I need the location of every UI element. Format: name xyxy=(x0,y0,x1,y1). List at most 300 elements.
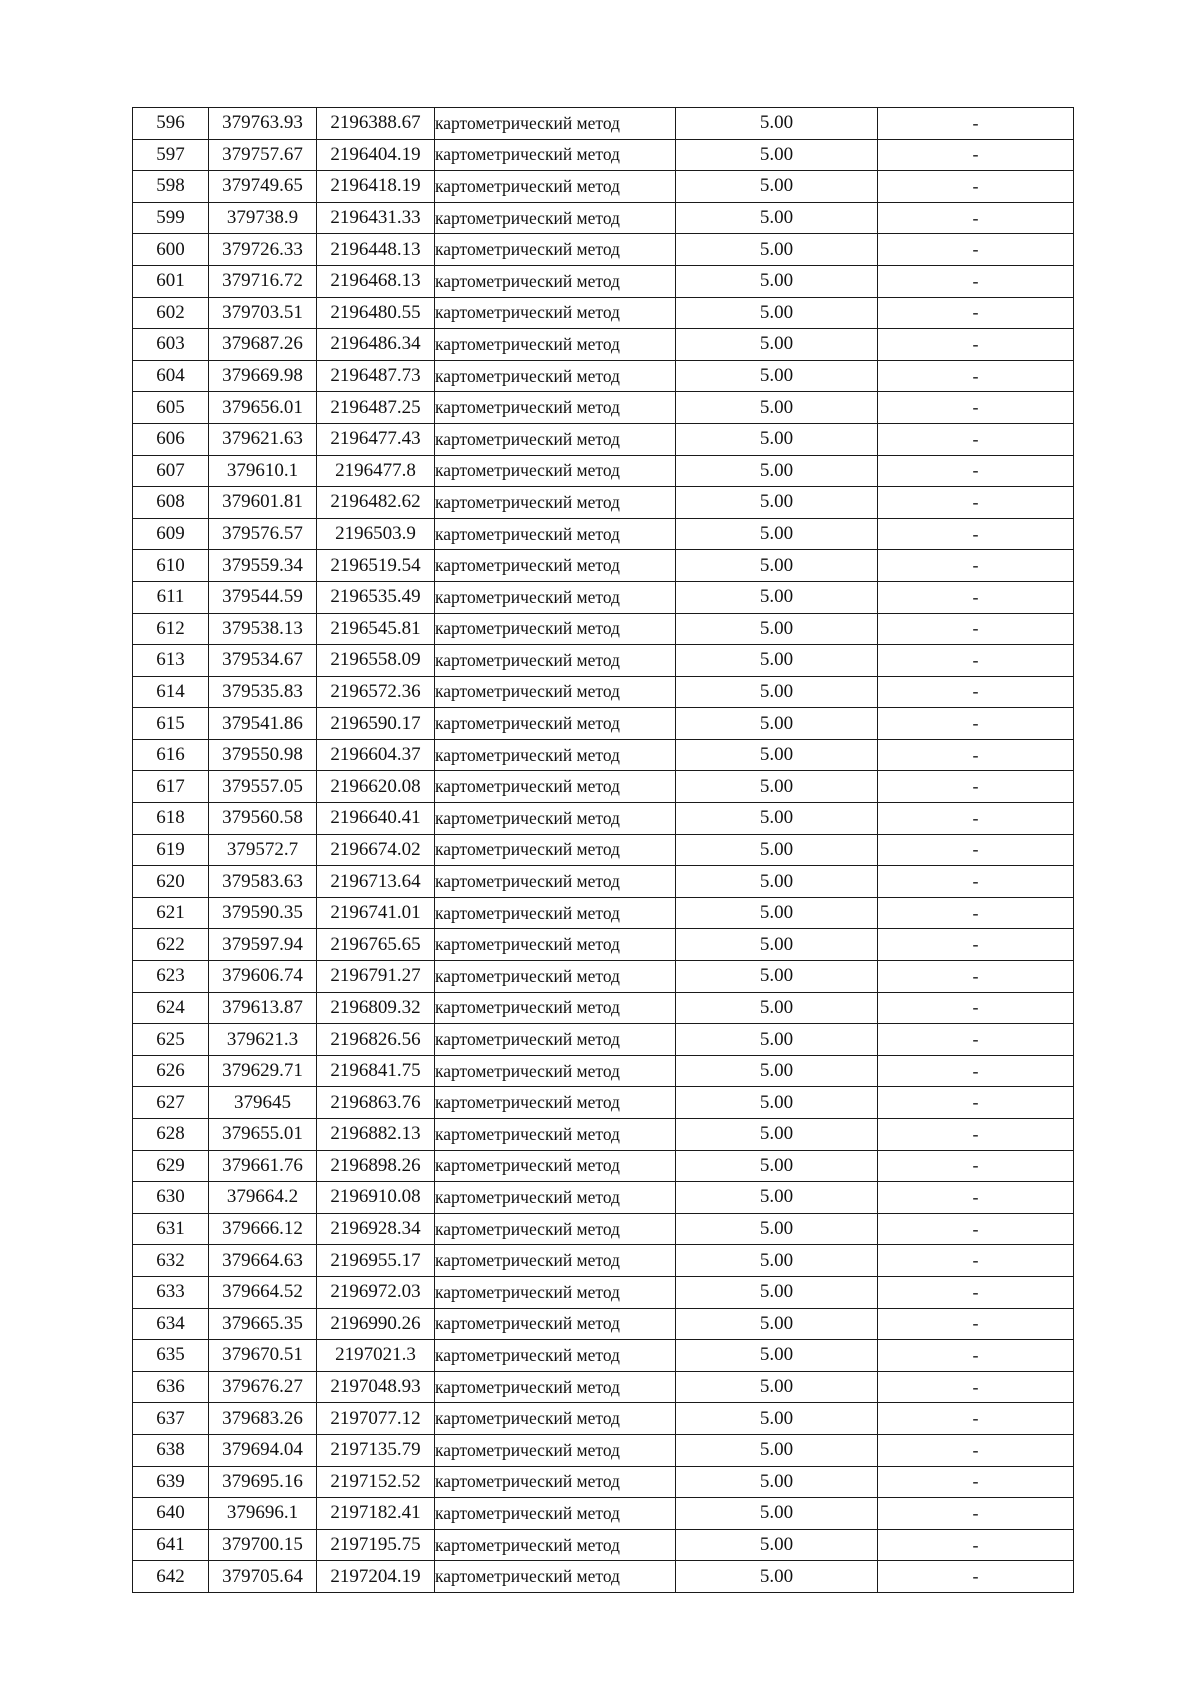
table-row xyxy=(133,613,1074,645)
description-cell: - xyxy=(878,1498,1074,1530)
table-row xyxy=(133,139,1074,171)
accuracy-cell: 5.00 xyxy=(676,1498,878,1530)
x-coordinate-cell: 379557.05 xyxy=(209,771,317,803)
method-cell: картометрический метод xyxy=(435,1340,676,1372)
description-cell: - xyxy=(878,992,1074,1024)
y-coordinate-cell: 2197048.93 xyxy=(317,1371,435,1403)
y-coordinate-cell: 2196841.75 xyxy=(317,1055,435,1087)
y-coordinate-cell: 2196590.17 xyxy=(317,708,435,740)
accuracy-cell: 5.00 xyxy=(676,1024,878,1056)
table-row xyxy=(133,708,1074,740)
method-cell: картометрический метод xyxy=(435,108,676,140)
method-cell: картометрический метод xyxy=(435,834,676,866)
y-coordinate-cell: 2196791.27 xyxy=(317,961,435,993)
accuracy-cell: 5.00 xyxy=(676,1213,878,1245)
accuracy-cell: 5.00 xyxy=(676,1150,878,1182)
table-row xyxy=(133,1182,1074,1214)
y-coordinate-cell: 2196468.13 xyxy=(317,265,435,297)
method-cell: картометрический метод xyxy=(435,708,676,740)
description-cell: - xyxy=(878,550,1074,582)
description-cell: - xyxy=(878,739,1074,771)
accuracy-cell: 5.00 xyxy=(676,1403,878,1435)
table-row xyxy=(133,423,1074,455)
x-coordinate-cell: 379726.33 xyxy=(209,234,317,266)
accuracy-cell: 5.00 xyxy=(676,329,878,361)
x-coordinate-cell: 379716.72 xyxy=(209,265,317,297)
point-number-cell: 604 xyxy=(133,360,209,392)
y-coordinate-cell: 2196898.26 xyxy=(317,1150,435,1182)
y-coordinate-cell: 2196486.34 xyxy=(317,329,435,361)
table-row xyxy=(133,550,1074,582)
point-number-cell: 614 xyxy=(133,676,209,708)
y-coordinate-cell: 2196487.73 xyxy=(317,360,435,392)
y-coordinate-cell: 2196418.19 xyxy=(317,171,435,203)
description-cell: - xyxy=(878,1340,1074,1372)
method-cell: картометрический метод xyxy=(435,297,676,329)
point-number-cell: 602 xyxy=(133,297,209,329)
x-coordinate-cell: 379613.87 xyxy=(209,992,317,1024)
method-cell: картометрический метод xyxy=(435,360,676,392)
x-coordinate-cell: 379590.35 xyxy=(209,897,317,929)
method-cell: картометрический метод xyxy=(435,1213,676,1245)
accuracy-cell: 5.00 xyxy=(676,487,878,519)
table-row xyxy=(133,1245,1074,1277)
table-row xyxy=(133,1055,1074,1087)
accuracy-cell: 5.00 xyxy=(676,518,878,550)
x-coordinate-cell: 379656.01 xyxy=(209,392,317,424)
point-number-cell: 624 xyxy=(133,992,209,1024)
table-row xyxy=(133,1529,1074,1561)
point-number-cell: 617 xyxy=(133,771,209,803)
x-coordinate-cell: 379629.71 xyxy=(209,1055,317,1087)
x-coordinate-cell: 379606.74 xyxy=(209,961,317,993)
description-cell: - xyxy=(878,1119,1074,1151)
y-coordinate-cell: 2196882.13 xyxy=(317,1119,435,1151)
description-cell: - xyxy=(878,139,1074,171)
y-coordinate-cell: 2197204.19 xyxy=(317,1561,435,1593)
point-number-cell: 641 xyxy=(133,1529,209,1561)
method-cell: картометрический метод xyxy=(435,897,676,929)
table-row xyxy=(133,961,1074,993)
table-row xyxy=(133,676,1074,708)
description-cell: - xyxy=(878,1276,1074,1308)
y-coordinate-cell: 2197152.52 xyxy=(317,1466,435,1498)
description-cell: - xyxy=(878,708,1074,740)
description-cell: - xyxy=(878,1182,1074,1214)
method-cell: картометрический метод xyxy=(435,676,676,708)
y-coordinate-cell: 2196765.65 xyxy=(317,929,435,961)
accuracy-cell: 5.00 xyxy=(676,613,878,645)
accuracy-cell: 5.00 xyxy=(676,108,878,140)
accuracy-cell: 5.00 xyxy=(676,139,878,171)
table-row xyxy=(133,992,1074,1024)
x-coordinate-cell: 379576.57 xyxy=(209,518,317,550)
description-cell: - xyxy=(878,1434,1074,1466)
y-coordinate-cell: 2196863.76 xyxy=(317,1087,435,1119)
accuracy-cell: 5.00 xyxy=(676,676,878,708)
x-coordinate-cell: 379645 xyxy=(209,1087,317,1119)
accuracy-cell: 5.00 xyxy=(676,992,878,1024)
x-coordinate-cell: 379601.81 xyxy=(209,487,317,519)
y-coordinate-cell: 2196910.08 xyxy=(317,1182,435,1214)
table-row xyxy=(133,202,1074,234)
point-number-cell: 599 xyxy=(133,202,209,234)
x-coordinate-cell: 379661.76 xyxy=(209,1150,317,1182)
y-coordinate-cell: 2196482.62 xyxy=(317,487,435,519)
y-coordinate-cell: 2196640.41 xyxy=(317,803,435,835)
point-number-cell: 627 xyxy=(133,1087,209,1119)
point-number-cell: 603 xyxy=(133,329,209,361)
table-row xyxy=(133,108,1074,140)
table-row xyxy=(133,1213,1074,1245)
method-cell: картометрический метод xyxy=(435,518,676,550)
method-cell: картометрический метод xyxy=(435,1498,676,1530)
y-coordinate-cell: 2197182.41 xyxy=(317,1498,435,1530)
table-row xyxy=(133,329,1074,361)
accuracy-cell: 5.00 xyxy=(676,581,878,613)
point-number-cell: 610 xyxy=(133,550,209,582)
y-coordinate-cell: 2196545.81 xyxy=(317,613,435,645)
y-coordinate-cell: 2196741.01 xyxy=(317,897,435,929)
description-cell: - xyxy=(878,234,1074,266)
y-coordinate-cell: 2196480.55 xyxy=(317,297,435,329)
coordinates-table xyxy=(132,107,1074,1593)
x-coordinate-cell: 379534.67 xyxy=(209,645,317,677)
description-cell: - xyxy=(878,771,1074,803)
accuracy-cell: 5.00 xyxy=(676,1561,878,1593)
y-coordinate-cell: 2196431.33 xyxy=(317,202,435,234)
point-number-cell: 637 xyxy=(133,1403,209,1435)
description-cell: - xyxy=(878,613,1074,645)
method-cell: картометрический метод xyxy=(435,455,676,487)
method-cell: картометрический метод xyxy=(435,1182,676,1214)
x-coordinate-cell: 379538.13 xyxy=(209,613,317,645)
method-cell: картометрический метод xyxy=(435,202,676,234)
description-cell: - xyxy=(878,360,1074,392)
method-cell: картометрический метод xyxy=(435,645,676,677)
accuracy-cell: 5.00 xyxy=(676,234,878,266)
table-row xyxy=(133,1024,1074,1056)
point-number-cell: 632 xyxy=(133,1245,209,1277)
table-row xyxy=(133,929,1074,961)
accuracy-cell: 5.00 xyxy=(676,961,878,993)
y-coordinate-cell: 2196535.49 xyxy=(317,581,435,613)
x-coordinate-cell: 379665.35 xyxy=(209,1308,317,1340)
x-coordinate-cell: 379655.01 xyxy=(209,1119,317,1151)
description-cell: - xyxy=(878,1024,1074,1056)
point-number-cell: 631 xyxy=(133,1213,209,1245)
point-number-cell: 606 xyxy=(133,423,209,455)
point-number-cell: 629 xyxy=(133,1150,209,1182)
x-coordinate-cell: 379676.27 xyxy=(209,1371,317,1403)
description-cell: - xyxy=(878,265,1074,297)
table-row xyxy=(133,803,1074,835)
description-cell: - xyxy=(878,171,1074,203)
point-number-cell: 636 xyxy=(133,1371,209,1403)
accuracy-cell: 5.00 xyxy=(676,1087,878,1119)
method-cell: картометрический метод xyxy=(435,1561,676,1593)
method-cell: картометрический метод xyxy=(435,613,676,645)
accuracy-cell: 5.00 xyxy=(676,265,878,297)
x-coordinate-cell: 379669.98 xyxy=(209,360,317,392)
x-coordinate-cell: 379683.26 xyxy=(209,1403,317,1435)
point-number-cell: 633 xyxy=(133,1276,209,1308)
y-coordinate-cell: 2196928.34 xyxy=(317,1213,435,1245)
accuracy-cell: 5.00 xyxy=(676,423,878,455)
method-cell: картометрический метод xyxy=(435,1434,676,1466)
accuracy-cell: 5.00 xyxy=(676,455,878,487)
accuracy-cell: 5.00 xyxy=(676,803,878,835)
x-coordinate-cell: 379541.86 xyxy=(209,708,317,740)
method-cell: картометрический метод xyxy=(435,1245,676,1277)
table-row xyxy=(133,834,1074,866)
table-row xyxy=(133,234,1074,266)
y-coordinate-cell: 2196503.9 xyxy=(317,518,435,550)
description-cell: - xyxy=(878,961,1074,993)
accuracy-cell: 5.00 xyxy=(676,834,878,866)
method-cell: картометрический метод xyxy=(435,929,676,961)
accuracy-cell: 5.00 xyxy=(676,866,878,898)
accuracy-cell: 5.00 xyxy=(676,1466,878,1498)
point-number-cell: 616 xyxy=(133,739,209,771)
method-cell: картометрический метод xyxy=(435,1119,676,1151)
table-row xyxy=(133,1371,1074,1403)
point-number-cell: 611 xyxy=(133,581,209,613)
method-cell: картометрический метод xyxy=(435,423,676,455)
table-row xyxy=(133,866,1074,898)
x-coordinate-cell: 379621.63 xyxy=(209,423,317,455)
point-number-cell: 642 xyxy=(133,1561,209,1593)
point-number-cell: 628 xyxy=(133,1119,209,1151)
table-row xyxy=(133,771,1074,803)
point-number-cell: 626 xyxy=(133,1055,209,1087)
point-number-cell: 630 xyxy=(133,1182,209,1214)
accuracy-cell: 5.00 xyxy=(676,1529,878,1561)
point-number-cell: 639 xyxy=(133,1466,209,1498)
table-row xyxy=(133,171,1074,203)
method-cell: картометрический метод xyxy=(435,1308,676,1340)
point-number-cell: 619 xyxy=(133,834,209,866)
accuracy-cell: 5.00 xyxy=(676,739,878,771)
y-coordinate-cell: 2196713.64 xyxy=(317,866,435,898)
description-cell: - xyxy=(878,1055,1074,1087)
y-coordinate-cell: 2196674.02 xyxy=(317,834,435,866)
description-cell: - xyxy=(878,1245,1074,1277)
x-coordinate-cell: 379610.1 xyxy=(209,455,317,487)
accuracy-cell: 5.00 xyxy=(676,645,878,677)
x-coordinate-cell: 379670.51 xyxy=(209,1340,317,1372)
description-cell: - xyxy=(878,803,1074,835)
x-coordinate-cell: 379757.67 xyxy=(209,139,317,171)
point-number-cell: 598 xyxy=(133,171,209,203)
table-row xyxy=(133,392,1074,424)
accuracy-cell: 5.00 xyxy=(676,550,878,582)
point-number-cell: 600 xyxy=(133,234,209,266)
description-cell: - xyxy=(878,1403,1074,1435)
x-coordinate-cell: 379703.51 xyxy=(209,297,317,329)
x-coordinate-cell: 379700.15 xyxy=(209,1529,317,1561)
method-cell: картометрический метод xyxy=(435,139,676,171)
method-cell: картометрический метод xyxy=(435,581,676,613)
point-number-cell: 607 xyxy=(133,455,209,487)
description-cell: - xyxy=(878,455,1074,487)
x-coordinate-cell: 379544.59 xyxy=(209,581,317,613)
method-cell: картометрический метод xyxy=(435,739,676,771)
method-cell: картометрический метод xyxy=(435,550,676,582)
accuracy-cell: 5.00 xyxy=(676,1276,878,1308)
description-cell: - xyxy=(878,423,1074,455)
method-cell: картометрический метод xyxy=(435,1087,676,1119)
method-cell: картометрический метод xyxy=(435,1150,676,1182)
x-coordinate-cell: 379550.98 xyxy=(209,739,317,771)
y-coordinate-cell: 2196604.37 xyxy=(317,739,435,771)
description-cell: - xyxy=(878,487,1074,519)
description-cell: - xyxy=(878,929,1074,961)
x-coordinate-cell: 379696.1 xyxy=(209,1498,317,1530)
x-coordinate-cell: 379705.64 xyxy=(209,1561,317,1593)
accuracy-cell: 5.00 xyxy=(676,1245,878,1277)
table-row xyxy=(133,1498,1074,1530)
description-cell: - xyxy=(878,676,1074,708)
x-coordinate-cell: 379559.34 xyxy=(209,550,317,582)
method-cell: картометрический метод xyxy=(435,1371,676,1403)
x-coordinate-cell: 379583.63 xyxy=(209,866,317,898)
method-cell: картометрический метод xyxy=(435,487,676,519)
y-coordinate-cell: 2196572.36 xyxy=(317,676,435,708)
table-row xyxy=(133,487,1074,519)
table-row xyxy=(133,1276,1074,1308)
description-cell: - xyxy=(878,1087,1074,1119)
method-cell: картометрический метод xyxy=(435,1024,676,1056)
method-cell: картометрический метод xyxy=(435,265,676,297)
x-coordinate-cell: 379695.16 xyxy=(209,1466,317,1498)
y-coordinate-cell: 2196477.43 xyxy=(317,423,435,455)
y-coordinate-cell: 2197135.79 xyxy=(317,1434,435,1466)
accuracy-cell: 5.00 xyxy=(676,929,878,961)
accuracy-cell: 5.00 xyxy=(676,1055,878,1087)
table-row xyxy=(133,1340,1074,1372)
table-row xyxy=(133,1434,1074,1466)
point-number-cell: 625 xyxy=(133,1024,209,1056)
y-coordinate-cell: 2197077.12 xyxy=(317,1403,435,1435)
method-cell: картометрический метод xyxy=(435,771,676,803)
x-coordinate-cell: 379687.26 xyxy=(209,329,317,361)
accuracy-cell: 5.00 xyxy=(676,360,878,392)
x-coordinate-cell: 379664.52 xyxy=(209,1276,317,1308)
table-row xyxy=(133,581,1074,613)
point-number-cell: 609 xyxy=(133,518,209,550)
description-cell: - xyxy=(878,1371,1074,1403)
y-coordinate-cell: 2197195.75 xyxy=(317,1529,435,1561)
method-cell: картометрический метод xyxy=(435,171,676,203)
accuracy-cell: 5.00 xyxy=(676,297,878,329)
description-cell: - xyxy=(878,866,1074,898)
x-coordinate-cell: 379738.9 xyxy=(209,202,317,234)
x-coordinate-cell: 379560.58 xyxy=(209,803,317,835)
description-cell: - xyxy=(878,897,1074,929)
method-cell: картометрический метод xyxy=(435,1276,676,1308)
point-number-cell: 615 xyxy=(133,708,209,740)
y-coordinate-cell: 2196487.25 xyxy=(317,392,435,424)
table-row xyxy=(133,897,1074,929)
method-cell: картометрический метод xyxy=(435,992,676,1024)
table-row xyxy=(133,739,1074,771)
point-number-cell: 613 xyxy=(133,645,209,677)
description-cell: - xyxy=(878,1466,1074,1498)
point-number-cell: 623 xyxy=(133,961,209,993)
point-number-cell: 635 xyxy=(133,1340,209,1372)
y-coordinate-cell: 2196558.09 xyxy=(317,645,435,677)
x-coordinate-cell: 379763.93 xyxy=(209,108,317,140)
y-coordinate-cell: 2196477.8 xyxy=(317,455,435,487)
description-cell: - xyxy=(878,1150,1074,1182)
method-cell: картометрический метод xyxy=(435,1529,676,1561)
description-cell: - xyxy=(878,202,1074,234)
x-coordinate-cell: 379535.83 xyxy=(209,676,317,708)
point-number-cell: 596 xyxy=(133,108,209,140)
accuracy-cell: 5.00 xyxy=(676,171,878,203)
table-row xyxy=(133,297,1074,329)
point-number-cell: 622 xyxy=(133,929,209,961)
table-row xyxy=(133,1150,1074,1182)
x-coordinate-cell: 379597.94 xyxy=(209,929,317,961)
method-cell: картометрический метод xyxy=(435,866,676,898)
method-cell: картометрический метод xyxy=(435,961,676,993)
y-coordinate-cell: 2196990.26 xyxy=(317,1308,435,1340)
table-row xyxy=(133,1403,1074,1435)
accuracy-cell: 5.00 xyxy=(676,202,878,234)
description-cell: - xyxy=(878,518,1074,550)
accuracy-cell: 5.00 xyxy=(676,392,878,424)
y-coordinate-cell: 2196519.54 xyxy=(317,550,435,582)
table-row xyxy=(133,360,1074,392)
description-cell: - xyxy=(878,1308,1074,1340)
x-coordinate-cell: 379572.7 xyxy=(209,834,317,866)
y-coordinate-cell: 2196826.56 xyxy=(317,1024,435,1056)
table-row xyxy=(133,1466,1074,1498)
description-cell: - xyxy=(878,329,1074,361)
method-cell: картометрический метод xyxy=(435,234,676,266)
method-cell: картометрический метод xyxy=(435,392,676,424)
x-coordinate-cell: 379664.63 xyxy=(209,1245,317,1277)
point-number-cell: 620 xyxy=(133,866,209,898)
method-cell: картометрический метод xyxy=(435,1403,676,1435)
point-number-cell: 605 xyxy=(133,392,209,424)
description-cell: - xyxy=(878,392,1074,424)
description-cell: - xyxy=(878,108,1074,140)
accuracy-cell: 5.00 xyxy=(676,1434,878,1466)
point-number-cell: 621 xyxy=(133,897,209,929)
table-row xyxy=(133,455,1074,487)
accuracy-cell: 5.00 xyxy=(676,1308,878,1340)
accuracy-cell: 5.00 xyxy=(676,1371,878,1403)
method-cell: картометрический метод xyxy=(435,1466,676,1498)
accuracy-cell: 5.00 xyxy=(676,771,878,803)
accuracy-cell: 5.00 xyxy=(676,1119,878,1151)
method-cell: картометрический метод xyxy=(435,1055,676,1087)
description-cell: - xyxy=(878,1561,1074,1593)
y-coordinate-cell: 2196809.32 xyxy=(317,992,435,1024)
y-coordinate-cell: 2197021.3 xyxy=(317,1340,435,1372)
accuracy-cell: 5.00 xyxy=(676,708,878,740)
description-cell: - xyxy=(878,1529,1074,1561)
table-row xyxy=(133,645,1074,677)
table-row xyxy=(133,1087,1074,1119)
y-coordinate-cell: 2196448.13 xyxy=(317,234,435,266)
y-coordinate-cell: 2196388.67 xyxy=(317,108,435,140)
table-row xyxy=(133,265,1074,297)
point-number-cell: 601 xyxy=(133,265,209,297)
